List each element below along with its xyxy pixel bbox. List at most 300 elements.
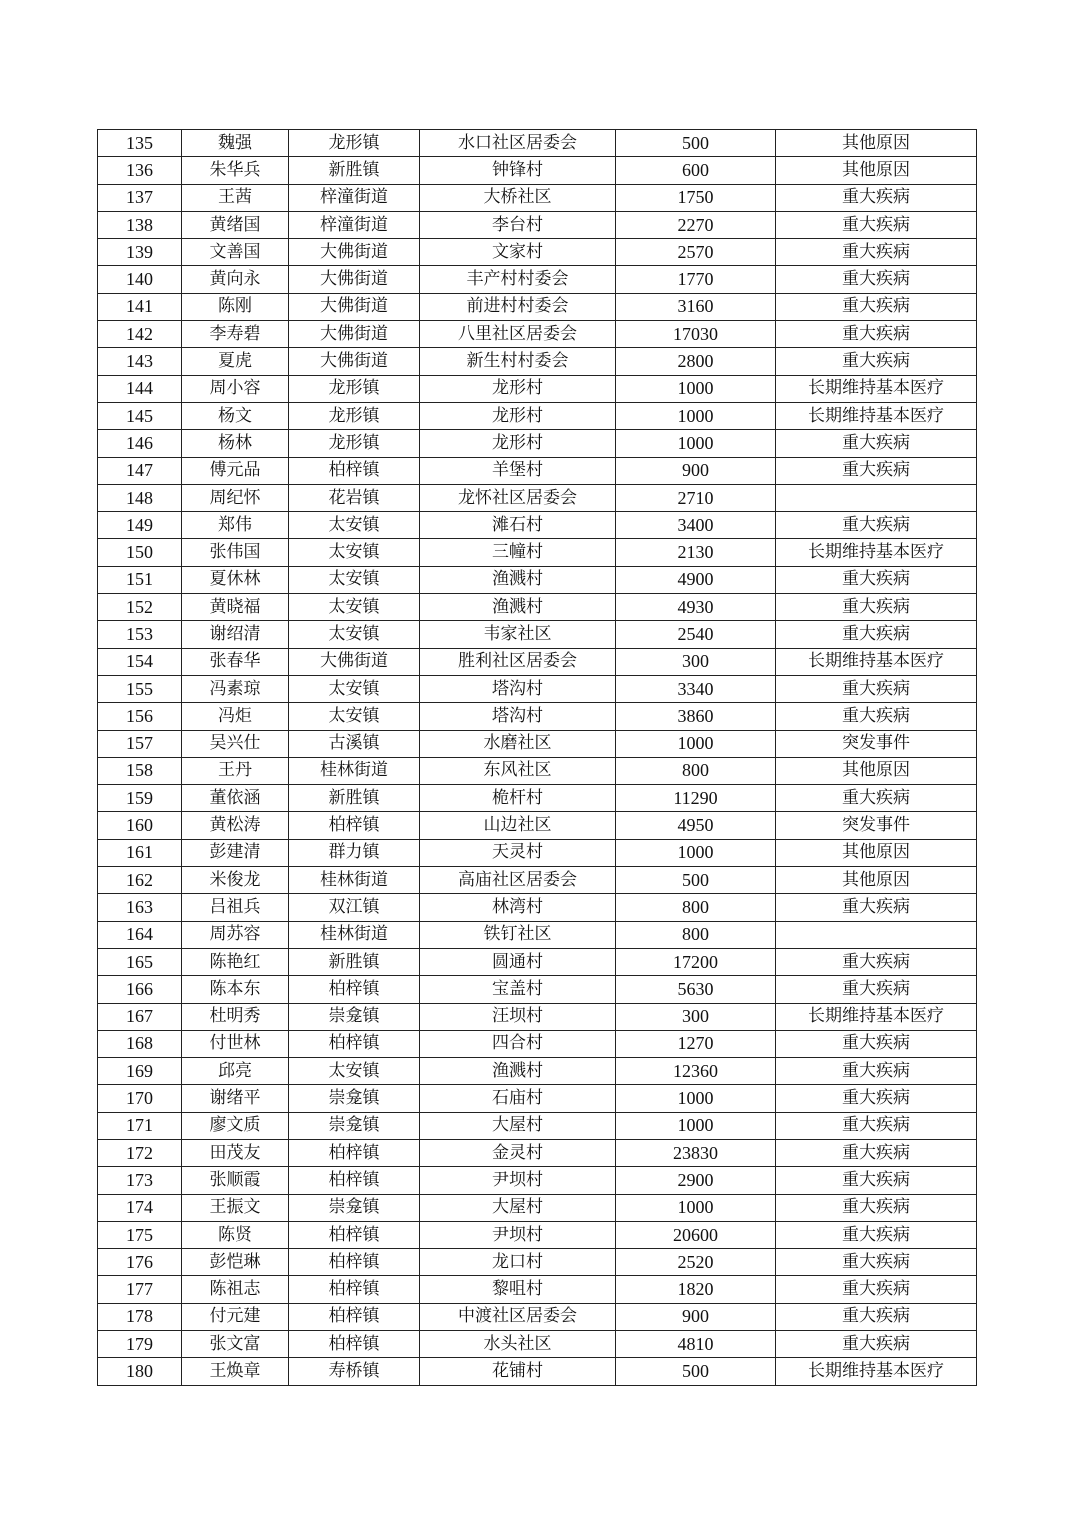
- town-cell: 群力镇: [289, 839, 420, 866]
- amount-cell: 2270: [616, 211, 776, 238]
- row-number-cell: 147: [98, 457, 182, 484]
- table-row: [98, 812, 977, 839]
- town-cell: 桂林街道: [289, 867, 420, 894]
- town-cell: 太安镇: [289, 621, 420, 648]
- table-row: [98, 130, 977, 157]
- town-cell: 大佛街道: [289, 648, 420, 675]
- row-number-cell: 138: [98, 211, 182, 238]
- town-cell: 柏梓镇: [289, 1030, 420, 1057]
- reason-cell: 重大疾病: [776, 1058, 977, 1085]
- amount-cell: 500: [616, 867, 776, 894]
- table-row: [98, 648, 977, 675]
- row-number-cell: 144: [98, 375, 182, 402]
- person-name-cell: 陈祖志: [182, 1276, 289, 1303]
- village-cell: 前进村村委会: [420, 293, 616, 320]
- town-cell: 太安镇: [289, 703, 420, 730]
- reason-cell: 重大疾病: [776, 594, 977, 621]
- table-row: [98, 266, 977, 293]
- town-cell: 梓潼街道: [289, 211, 420, 238]
- reason-cell: 重大疾病: [776, 430, 977, 457]
- table-row: [98, 402, 977, 429]
- village-cell: 四合村: [420, 1030, 616, 1057]
- row-number-cell: 171: [98, 1112, 182, 1139]
- village-cell: 水口社区居委会: [420, 130, 616, 157]
- reason-cell: 重大疾病: [776, 184, 977, 211]
- reason-cell: 重大疾病: [776, 348, 977, 375]
- person-name-cell: 王丹: [182, 757, 289, 784]
- person-name-cell: 付世林: [182, 1030, 289, 1057]
- person-name-cell: 张春华: [182, 648, 289, 675]
- village-cell: 渔溅村: [420, 1058, 616, 1085]
- village-cell: 水磨社区: [420, 730, 616, 757]
- village-cell: 塔沟村: [420, 703, 616, 730]
- person-name-cell: 王焕章: [182, 1358, 289, 1385]
- town-cell: 新胜镇: [289, 157, 420, 184]
- row-number-cell: 135: [98, 130, 182, 157]
- table-row: [98, 1139, 977, 1166]
- reason-cell: [776, 921, 977, 948]
- town-cell: 大佛街道: [289, 321, 420, 348]
- town-cell: 新胜镇: [289, 785, 420, 812]
- row-number-cell: 178: [98, 1303, 182, 1330]
- amount-cell: 12360: [616, 1058, 776, 1085]
- person-name-cell: 付元建: [182, 1303, 289, 1330]
- reason-cell: 重大疾病: [776, 266, 977, 293]
- row-number-cell: 166: [98, 976, 182, 1003]
- reason-cell: 重大疾病: [776, 1331, 977, 1358]
- village-cell: 山边社区: [420, 812, 616, 839]
- reason-cell: 重大疾病: [776, 1139, 977, 1166]
- table-row: [98, 430, 977, 457]
- table-row: [98, 894, 977, 921]
- amount-cell: 1750: [616, 184, 776, 211]
- amount-cell: 4900: [616, 566, 776, 593]
- amount-cell: 1270: [616, 1030, 776, 1057]
- person-name-cell: 田茂友: [182, 1139, 289, 1166]
- village-cell: 丰产村村委会: [420, 266, 616, 293]
- reason-cell: 其他原因: [776, 757, 977, 784]
- reason-cell: 长期维持基本医疗: [776, 402, 977, 429]
- village-cell: 林湾村: [420, 894, 616, 921]
- reason-cell: 长期维持基本医疗: [776, 539, 977, 566]
- amount-cell: 2130: [616, 539, 776, 566]
- town-cell: 大佛街道: [289, 348, 420, 375]
- amount-cell: 600: [616, 157, 776, 184]
- town-cell: 柏梓镇: [289, 457, 420, 484]
- reason-cell: 重大疾病: [776, 566, 977, 593]
- town-cell: 龙形镇: [289, 130, 420, 157]
- village-cell: 龙形村: [420, 375, 616, 402]
- row-number-cell: 180: [98, 1358, 182, 1385]
- person-name-cell: 郑伟: [182, 512, 289, 539]
- row-number-cell: 179: [98, 1331, 182, 1358]
- reason-cell: 重大疾病: [776, 211, 977, 238]
- amount-cell: 1000: [616, 430, 776, 457]
- table-row: [98, 211, 977, 238]
- person-name-cell: 周苏容: [182, 921, 289, 948]
- village-cell: 龙形村: [420, 430, 616, 457]
- person-name-cell: 彭恺琳: [182, 1249, 289, 1276]
- table-row: [98, 184, 977, 211]
- town-cell: 双江镇: [289, 894, 420, 921]
- table-row: [98, 484, 977, 511]
- table-row: [98, 621, 977, 648]
- table-row: [98, 703, 977, 730]
- village-cell: 龙口村: [420, 1249, 616, 1276]
- row-number-cell: 141: [98, 293, 182, 320]
- person-name-cell: 张顺霞: [182, 1167, 289, 1194]
- village-cell: 汪坝村: [420, 1003, 616, 1030]
- amount-cell: 5630: [616, 976, 776, 1003]
- person-name-cell: 陈贤: [182, 1221, 289, 1248]
- row-number-cell: 159: [98, 785, 182, 812]
- town-cell: 大佛街道: [289, 266, 420, 293]
- town-cell: 花岩镇: [289, 484, 420, 511]
- village-cell: 桅杆村: [420, 785, 616, 812]
- person-name-cell: 米俊龙: [182, 867, 289, 894]
- person-name-cell: 周纪怀: [182, 484, 289, 511]
- village-cell: 三幢村: [420, 539, 616, 566]
- person-name-cell: 黄绪国: [182, 211, 289, 238]
- row-number-cell: 137: [98, 184, 182, 211]
- town-cell: 新胜镇: [289, 948, 420, 975]
- row-number-cell: 177: [98, 1276, 182, 1303]
- village-cell: 龙怀社区居委会: [420, 484, 616, 511]
- town-cell: 柏梓镇: [289, 1167, 420, 1194]
- village-cell: 中渡社区居委会: [420, 1303, 616, 1330]
- table-row: [98, 976, 977, 1003]
- row-number-cell: 175: [98, 1221, 182, 1248]
- town-cell: 大佛街道: [289, 239, 420, 266]
- table-row: [98, 157, 977, 184]
- town-cell: 古溪镇: [289, 730, 420, 757]
- village-cell: 大桥社区: [420, 184, 616, 211]
- table-row: [98, 1030, 977, 1057]
- amount-cell: 3860: [616, 703, 776, 730]
- town-cell: 柏梓镇: [289, 1276, 420, 1303]
- person-name-cell: 董依涵: [182, 785, 289, 812]
- town-cell: 龙形镇: [289, 402, 420, 429]
- amount-cell: 900: [616, 1303, 776, 1330]
- amount-cell: 1000: [616, 1112, 776, 1139]
- town-cell: 崇龛镇: [289, 1085, 420, 1112]
- person-name-cell: 周小容: [182, 375, 289, 402]
- amount-cell: 2520: [616, 1249, 776, 1276]
- person-name-cell: 朱华兵: [182, 157, 289, 184]
- reason-cell: 长期维持基本医疗: [776, 648, 977, 675]
- person-name-cell: 杜明秀: [182, 1003, 289, 1030]
- reason-cell: [776, 484, 977, 511]
- village-cell: 水头社区: [420, 1331, 616, 1358]
- village-cell: 渔溅村: [420, 594, 616, 621]
- amount-cell: 1820: [616, 1276, 776, 1303]
- row-number-cell: 164: [98, 921, 182, 948]
- reason-cell: 重大疾病: [776, 512, 977, 539]
- row-number-cell: 167: [98, 1003, 182, 1030]
- table-row: [98, 785, 977, 812]
- town-cell: 太安镇: [289, 539, 420, 566]
- amount-cell: 800: [616, 757, 776, 784]
- reason-cell: 重大疾病: [776, 621, 977, 648]
- town-cell: 柏梓镇: [289, 812, 420, 839]
- village-cell: 花铺村: [420, 1358, 616, 1385]
- amount-cell: 4810: [616, 1331, 776, 1358]
- table-row: [98, 730, 977, 757]
- amount-cell: 1000: [616, 402, 776, 429]
- person-name-cell: 廖文质: [182, 1112, 289, 1139]
- row-number-cell: 165: [98, 948, 182, 975]
- person-name-cell: 冯炬: [182, 703, 289, 730]
- town-cell: 太安镇: [289, 594, 420, 621]
- row-number-cell: 154: [98, 648, 182, 675]
- amount-cell: 500: [616, 130, 776, 157]
- reason-cell: 重大疾病: [776, 293, 977, 320]
- amount-cell: 4930: [616, 594, 776, 621]
- person-name-cell: 谢绍清: [182, 621, 289, 648]
- row-number-cell: 149: [98, 512, 182, 539]
- table-row: [98, 921, 977, 948]
- amount-cell: 2570: [616, 239, 776, 266]
- relief-table-body: [98, 130, 977, 1386]
- amount-cell: 17200: [616, 948, 776, 975]
- amount-cell: 3340: [616, 675, 776, 702]
- person-name-cell: 傅元品: [182, 457, 289, 484]
- person-name-cell: 黄松涛: [182, 812, 289, 839]
- village-cell: 铁钉社区: [420, 921, 616, 948]
- reason-cell: 其他原因: [776, 839, 977, 866]
- reason-cell: 重大疾病: [776, 457, 977, 484]
- person-name-cell: 文善国: [182, 239, 289, 266]
- row-number-cell: 163: [98, 894, 182, 921]
- row-number-cell: 153: [98, 621, 182, 648]
- amount-cell: 2800: [616, 348, 776, 375]
- table-row: [98, 375, 977, 402]
- table-row: [98, 867, 977, 894]
- town-cell: 梓潼街道: [289, 184, 420, 211]
- amount-cell: 1000: [616, 1085, 776, 1112]
- table-row: [98, 348, 977, 375]
- amount-cell: 1000: [616, 375, 776, 402]
- village-cell: 新生村村委会: [420, 348, 616, 375]
- table-row: [98, 1003, 977, 1030]
- person-name-cell: 魏强: [182, 130, 289, 157]
- amount-cell: 900: [616, 457, 776, 484]
- table-row: [98, 839, 977, 866]
- amount-cell: 500: [616, 1358, 776, 1385]
- town-cell: 寿桥镇: [289, 1358, 420, 1385]
- table-row: [98, 1194, 977, 1221]
- town-cell: 柏梓镇: [289, 1139, 420, 1166]
- table-row: [98, 1331, 977, 1358]
- row-number-cell: 143: [98, 348, 182, 375]
- table-row: [98, 239, 977, 266]
- table-row: [98, 293, 977, 320]
- reason-cell: 其他原因: [776, 157, 977, 184]
- town-cell: 桂林街道: [289, 757, 420, 784]
- town-cell: 柏梓镇: [289, 1303, 420, 1330]
- person-name-cell: 王振文: [182, 1194, 289, 1221]
- table-row: [98, 1249, 977, 1276]
- amount-cell: 1000: [616, 730, 776, 757]
- village-cell: 渔溅村: [420, 566, 616, 593]
- village-cell: 金灵村: [420, 1139, 616, 1166]
- town-cell: 桂林街道: [289, 921, 420, 948]
- reason-cell: 重大疾病: [776, 1085, 977, 1112]
- person-name-cell: 杨林: [182, 430, 289, 457]
- town-cell: 柏梓镇: [289, 976, 420, 1003]
- row-number-cell: 148: [98, 484, 182, 511]
- row-number-cell: 150: [98, 539, 182, 566]
- table-row: [98, 675, 977, 702]
- reason-cell: 重大疾病: [776, 1276, 977, 1303]
- village-cell: 钟锋村: [420, 157, 616, 184]
- reason-cell: 重大疾病: [776, 1249, 977, 1276]
- village-cell: 滩石村: [420, 512, 616, 539]
- row-number-cell: 145: [98, 402, 182, 429]
- reason-cell: 其他原因: [776, 867, 977, 894]
- reason-cell: 长期维持基本医疗: [776, 1003, 977, 1030]
- village-cell: 文家村: [420, 239, 616, 266]
- village-cell: 高庙社区居委会: [420, 867, 616, 894]
- amount-cell: 23830: [616, 1139, 776, 1166]
- row-number-cell: 173: [98, 1167, 182, 1194]
- town-cell: 大佛街道: [289, 293, 420, 320]
- amount-cell: 300: [616, 1003, 776, 1030]
- table-row: [98, 1058, 977, 1085]
- table-row: [98, 1303, 977, 1330]
- person-name-cell: 陈艳红: [182, 948, 289, 975]
- person-name-cell: 夏休林: [182, 566, 289, 593]
- town-cell: 柏梓镇: [289, 1249, 420, 1276]
- table-row: [98, 757, 977, 784]
- row-number-cell: 176: [98, 1249, 182, 1276]
- amount-cell: 800: [616, 921, 776, 948]
- village-cell: 塔沟村: [420, 675, 616, 702]
- village-cell: 大屋村: [420, 1194, 616, 1221]
- person-name-cell: 李寿碧: [182, 321, 289, 348]
- reason-cell: 其他原因: [776, 130, 977, 157]
- row-number-cell: 142: [98, 321, 182, 348]
- reason-cell: 重大疾病: [776, 894, 977, 921]
- person-name-cell: 杨文: [182, 402, 289, 429]
- reason-cell: 突发事件: [776, 812, 977, 839]
- person-name-cell: 陈本东: [182, 976, 289, 1003]
- table-row: [98, 566, 977, 593]
- table-row: [98, 539, 977, 566]
- reason-cell: 重大疾病: [776, 1167, 977, 1194]
- village-cell: 尹坝村: [420, 1221, 616, 1248]
- amount-cell: 3400: [616, 512, 776, 539]
- person-name-cell: 彭建清: [182, 839, 289, 866]
- village-cell: 圆通村: [420, 948, 616, 975]
- table-row: [98, 321, 977, 348]
- town-cell: 太安镇: [289, 566, 420, 593]
- reason-cell: 重大疾病: [776, 1030, 977, 1057]
- amount-cell: 11290: [616, 785, 776, 812]
- village-cell: 石庙村: [420, 1085, 616, 1112]
- reason-cell: 重大疾病: [776, 703, 977, 730]
- person-name-cell: 张文富: [182, 1331, 289, 1358]
- reason-cell: 重大疾病: [776, 1112, 977, 1139]
- row-number-cell: 161: [98, 839, 182, 866]
- town-cell: 太安镇: [289, 675, 420, 702]
- amount-cell: 300: [616, 648, 776, 675]
- amount-cell: 1000: [616, 839, 776, 866]
- reason-cell: 长期维持基本医疗: [776, 1358, 977, 1385]
- village-cell: 龙形村: [420, 402, 616, 429]
- person-name-cell: 吕祖兵: [182, 894, 289, 921]
- reason-cell: 长期维持基本医疗: [776, 375, 977, 402]
- reason-cell: 重大疾病: [776, 675, 977, 702]
- town-cell: 崇龛镇: [289, 1112, 420, 1139]
- row-number-cell: 155: [98, 675, 182, 702]
- table-row: [98, 948, 977, 975]
- town-cell: 崇龛镇: [289, 1194, 420, 1221]
- town-cell: 龙形镇: [289, 375, 420, 402]
- village-cell: 东风社区: [420, 757, 616, 784]
- person-name-cell: 黄向永: [182, 266, 289, 293]
- reason-cell: 重大疾病: [776, 948, 977, 975]
- amount-cell: 2540: [616, 621, 776, 648]
- town-cell: 崇龛镇: [289, 1003, 420, 1030]
- person-name-cell: 陈刚: [182, 293, 289, 320]
- village-cell: 胜利社区居委会: [420, 648, 616, 675]
- relief-table: [97, 129, 977, 1386]
- town-cell: 龙形镇: [289, 430, 420, 457]
- row-number-cell: 168: [98, 1030, 182, 1057]
- village-cell: 羊堡村: [420, 457, 616, 484]
- table-row: [98, 1112, 977, 1139]
- village-cell: 韦家社区: [420, 621, 616, 648]
- row-number-cell: 170: [98, 1085, 182, 1112]
- town-cell: 柏梓镇: [289, 1221, 420, 1248]
- row-number-cell: 156: [98, 703, 182, 730]
- row-number-cell: 160: [98, 812, 182, 839]
- reason-cell: 重大疾病: [776, 321, 977, 348]
- row-number-cell: 169: [98, 1058, 182, 1085]
- person-name-cell: 邱亮: [182, 1058, 289, 1085]
- reason-cell: 重大疾病: [776, 785, 977, 812]
- village-cell: 黎咀村: [420, 1276, 616, 1303]
- village-cell: 天灵村: [420, 839, 616, 866]
- table-row: [98, 1276, 977, 1303]
- amount-cell: 3160: [616, 293, 776, 320]
- amount-cell: 2900: [616, 1167, 776, 1194]
- table-row: [98, 594, 977, 621]
- row-number-cell: 146: [98, 430, 182, 457]
- village-cell: 尹坝村: [420, 1167, 616, 1194]
- row-number-cell: 158: [98, 757, 182, 784]
- person-name-cell: 黄晓福: [182, 594, 289, 621]
- amount-cell: 1000: [616, 1194, 776, 1221]
- amount-cell: 17030: [616, 321, 776, 348]
- town-cell: 柏梓镇: [289, 1331, 420, 1358]
- row-number-cell: 139: [98, 239, 182, 266]
- amount-cell: 1770: [616, 266, 776, 293]
- row-number-cell: 162: [98, 867, 182, 894]
- amount-cell: 800: [616, 894, 776, 921]
- town-cell: 太安镇: [289, 1058, 420, 1085]
- row-number-cell: 157: [98, 730, 182, 757]
- row-number-cell: 136: [98, 157, 182, 184]
- reason-cell: 重大疾病: [776, 976, 977, 1003]
- village-cell: 李台村: [420, 211, 616, 238]
- table-row: [98, 1221, 977, 1248]
- amount-cell: 4950: [616, 812, 776, 839]
- row-number-cell: 172: [98, 1139, 182, 1166]
- village-cell: 宝盖村: [420, 976, 616, 1003]
- amount-cell: 2710: [616, 484, 776, 511]
